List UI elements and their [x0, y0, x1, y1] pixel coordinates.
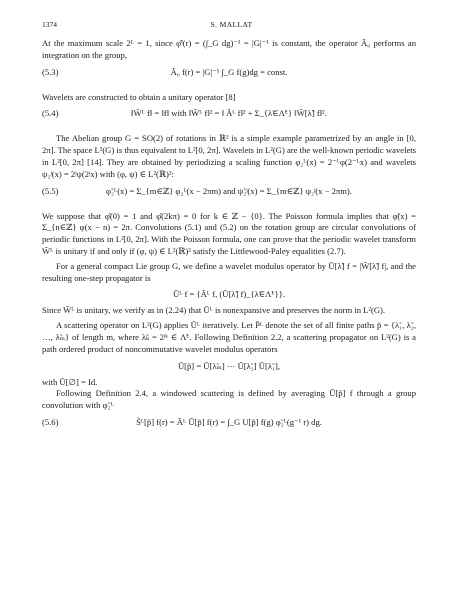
equation-number: (5.6) — [42, 416, 59, 427]
paragraph: At the maximum scale 2ᴸ = 1, since φ̂ᴵ(r) = (∫_G dg)⁻¹ = |G|⁻¹ is constant, the operator Ã₀ performs an integration on the group, — [42, 38, 416, 60]
paragraph: Since W̃ᴸ is unitary, we verify as in (2.24) that Ũᴸ is nonexpansive and preserves the norm in L²(G). — [42, 305, 386, 316]
equation-number: (5.3) — [42, 66, 59, 77]
equation-5-4 — [42, 106, 416, 130]
paragraph: The Abelian group G = SO(2) of rotations in ℝ² is a simple example parametrized by an angle in [0, 2π]. The space L²(G) is thus equivalent to L²[0, 2π]. Wavelets in L²(G) are the well-known periodic wavelets in L²[0, 2π] [14]. They are obtained by periodizing a scaling function φ₂ᴸ(x) = 2⁻ᴸφ(2⁻ᴸx) and wavelets ψ₂ʲ(x) = 2ʲψ(2ʲx) with (φ, ψ) ∈ L²(ℝ)²: — [42, 133, 416, 179]
equation-body: S̃ᴸ[p̃] f(r) = Ãᴸ Ũ[p̃] f(r) = ∫_G U[p̃] f(g) φ̃₂ᴸ(g⁻¹ r) dg. — [136, 416, 322, 427]
page-header — [0, 20, 463, 34]
paragraph: We suppose that φ̂(0) = 1 and φ̂(2kπ) = 0 for k ∈ ℤ − {0}. The Poisson formula implies that φ̃(x) = Σ_{n∈ℤ} φ(x − n) = 2π. Convolutions (5.1) and (5.2) on the rotation group are circular convolutions of periodic functions in L²[0, 2π]. With the Poisson formula, one can prove that the periodic wavelet transform W̃ᴸ is unitary if and only if (φ, ψ) ∈ L²(ℝ)² satisfy the Littlewood-Paley equalities (2.7). — [42, 210, 416, 256]
equation-number: (5.4) — [42, 108, 59, 119]
equation-one-step-propagator — [42, 287, 416, 302]
paragraph: Following Definition 2.4, a windowed scattering is defined by averaging Ũ[p̃] f through a group convolution with φ̃₂ᴸ — [42, 388, 416, 411]
equation-body: Ã₀ f(r) = |G|⁻¹ ∫_G f(g)dg = const. — [170, 66, 288, 77]
paragraph: Wavelets are constructed to obtain a unitary operator [8] — [42, 91, 236, 102]
paragraph: For a general compact Lie group G, we define a wavelet modulus operator by Ũ[λ̃] f = |W̃[λ̃] f|, and the resulting one-step propagator is — [42, 260, 416, 283]
equation-number: (5.5) — [42, 185, 59, 196]
equation-body: φ̃₂ᴸ(x) = Σ_{m∈ℤ} φ₂ᴸ(x − 2πm) and ψ̃₂ʲ(x) = Σ_{m∈ℤ} ψ₂ʲ(x − 2πm). — [106, 185, 352, 196]
paragraph: A scattering operator on L²(G) applies Ũᴸ iteratively. Let P̃ᴸ denote the set of all finite paths p̃ = {λ̃₁, λ̃₂, …, λ̃ₘ} of length m, where λ̃ₖ = 2ʲᵏ ∈ Λ̃ᴸ. Following Definition 2.2, a scattering propagator on L²(G) is a path ordered product of noncommutative wavelet modulus operators — [42, 320, 416, 354]
paragraph: with Ũ[∅] = Id. — [42, 376, 98, 387]
page-number: 1374 — [42, 20, 57, 29]
equation-5-6 — [42, 415, 416, 442]
running-head: S. MALLAT — [210, 20, 253, 29]
equation-body: ‖W̃ᴸ f‖ = ‖f‖ with ‖W̃ᴸ f‖² = ‖ Ãᴸ f‖² + Σ_{λ̃∈Λ̃ᴸ} ‖W̃[λ̃] f‖². — [131, 108, 327, 119]
equation-body: Ũᴸ f = {Ãᴸ f, (Ũ[λ̃] f)_{λ̃∈Λ̃ᴸ}}. — [173, 289, 285, 300]
equation-path-propagator — [42, 359, 416, 374]
equation-5-5 — [42, 184, 416, 208]
equation-body: Ũ[p̃] = Ũ[λ̃ₘ] ⋯ Ũ[λ̃₂] Ũ[λ̃₁], — [177, 360, 281, 371]
equation-5-3 — [42, 65, 416, 89]
page-body — [42, 38, 416, 445]
